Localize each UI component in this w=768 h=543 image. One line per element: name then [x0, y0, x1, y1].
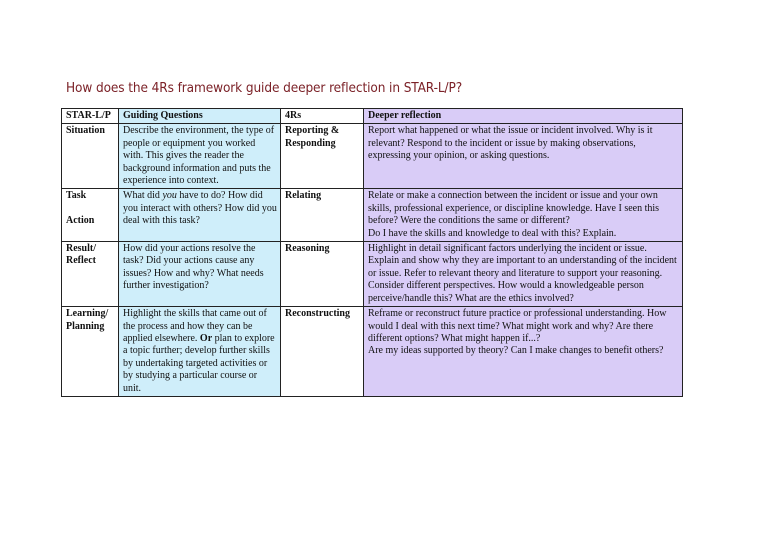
deeper-cell: Report what happened or what the issue or incident involved. Why is it relevant? Respond to the incident or issue by making observations, expressing your opinion, or asking questions. — [364, 124, 683, 189]
guiding-emphasis: you — [162, 190, 177, 202]
guiding-strong: Or — [199, 332, 213, 344]
header-deeper-reflection: Deeper reflection — [364, 109, 683, 124]
star-cell: Situation — [62, 124, 119, 189]
deeper-cell — [364, 189, 683, 242]
guiding-pre: Highlight the skills that came out of the process and how they can be applied elsewhere. — [123, 308, 267, 344]
table-row-learning-planning — [62, 307, 683, 397]
star-cell — [62, 189, 119, 242]
table-header-row — [62, 109, 683, 124]
header-guiding-questions: Guiding Questions — [119, 109, 281, 124]
table-row-situation — [62, 124, 683, 189]
r-cell: Reasoning — [281, 242, 364, 307]
guiding-post: have to do? How did you interact with others? How did you deal with this task? — [123, 190, 277, 227]
star-gap — [66, 203, 115, 215]
guiding-cell — [119, 189, 281, 242]
page-heading: How does the 4Rs framework guide deeper reflection in STAR-L/P? — [66, 80, 463, 96]
header-4rs: 4Rs — [281, 109, 364, 124]
star-cell: Learning/ Planning — [62, 307, 119, 397]
guiding-pre: What did — [123, 190, 163, 202]
deeper-line-2: Are my ideas supported by theory? Can I make changes to benefit others? — [368, 345, 664, 357]
guiding-cell — [119, 307, 281, 397]
deeper-cell: Highlight in detail significant factors underlying the incident or issue. Explain and show why they are important to an understanding of the incident or issue. Refer to relevant theory and literature to support your reasoning. Consider different perspectives. How would a knowledgeable person perceive/handle this? What are the ethics involved? — [364, 242, 683, 307]
table-row-task-action — [62, 189, 683, 242]
r-cell: Reporting & Responding — [281, 124, 364, 189]
deeper-cell — [364, 307, 683, 397]
reflection-table — [61, 108, 683, 397]
star-task: Task — [66, 190, 87, 202]
r-cell: Relating — [281, 189, 364, 242]
r-cell: Reconstructing — [281, 307, 364, 397]
deeper-line-2: Do I have the skills and knowledge to deal with this? Explain. — [368, 227, 617, 239]
header-star-lp: STAR-L/P — [62, 109, 119, 124]
deeper-line-1: Relate or make a connection between the incident or issue and your own skills, professional experience, or discipline knowledge. Have I seen this before? Were the conditions the same or different? — [368, 190, 660, 227]
guiding-post: plan to explore a topic further; develop further skills by undertaking targeted activities or by studying a particular course or unit. — [123, 332, 275, 394]
guiding-cell: Describe the environment, the type of people or equipment you worked with. This gives the reader the background information and puts the experience into context. — [119, 124, 281, 189]
deeper-line-1: Reframe or reconstruct future practice or professional understanding. How would I deal with this next time? What might work and why? Are there different options? What might happen if...? — [368, 308, 667, 344]
star-action: Action — [66, 214, 95, 226]
star-cell: Result/ Reflect — [62, 242, 119, 307]
table-row-result-reflect — [62, 242, 683, 307]
guiding-cell: How did your actions resolve the task? Did your actions cause any issues? How and why? What needs further investigation? — [119, 242, 281, 307]
